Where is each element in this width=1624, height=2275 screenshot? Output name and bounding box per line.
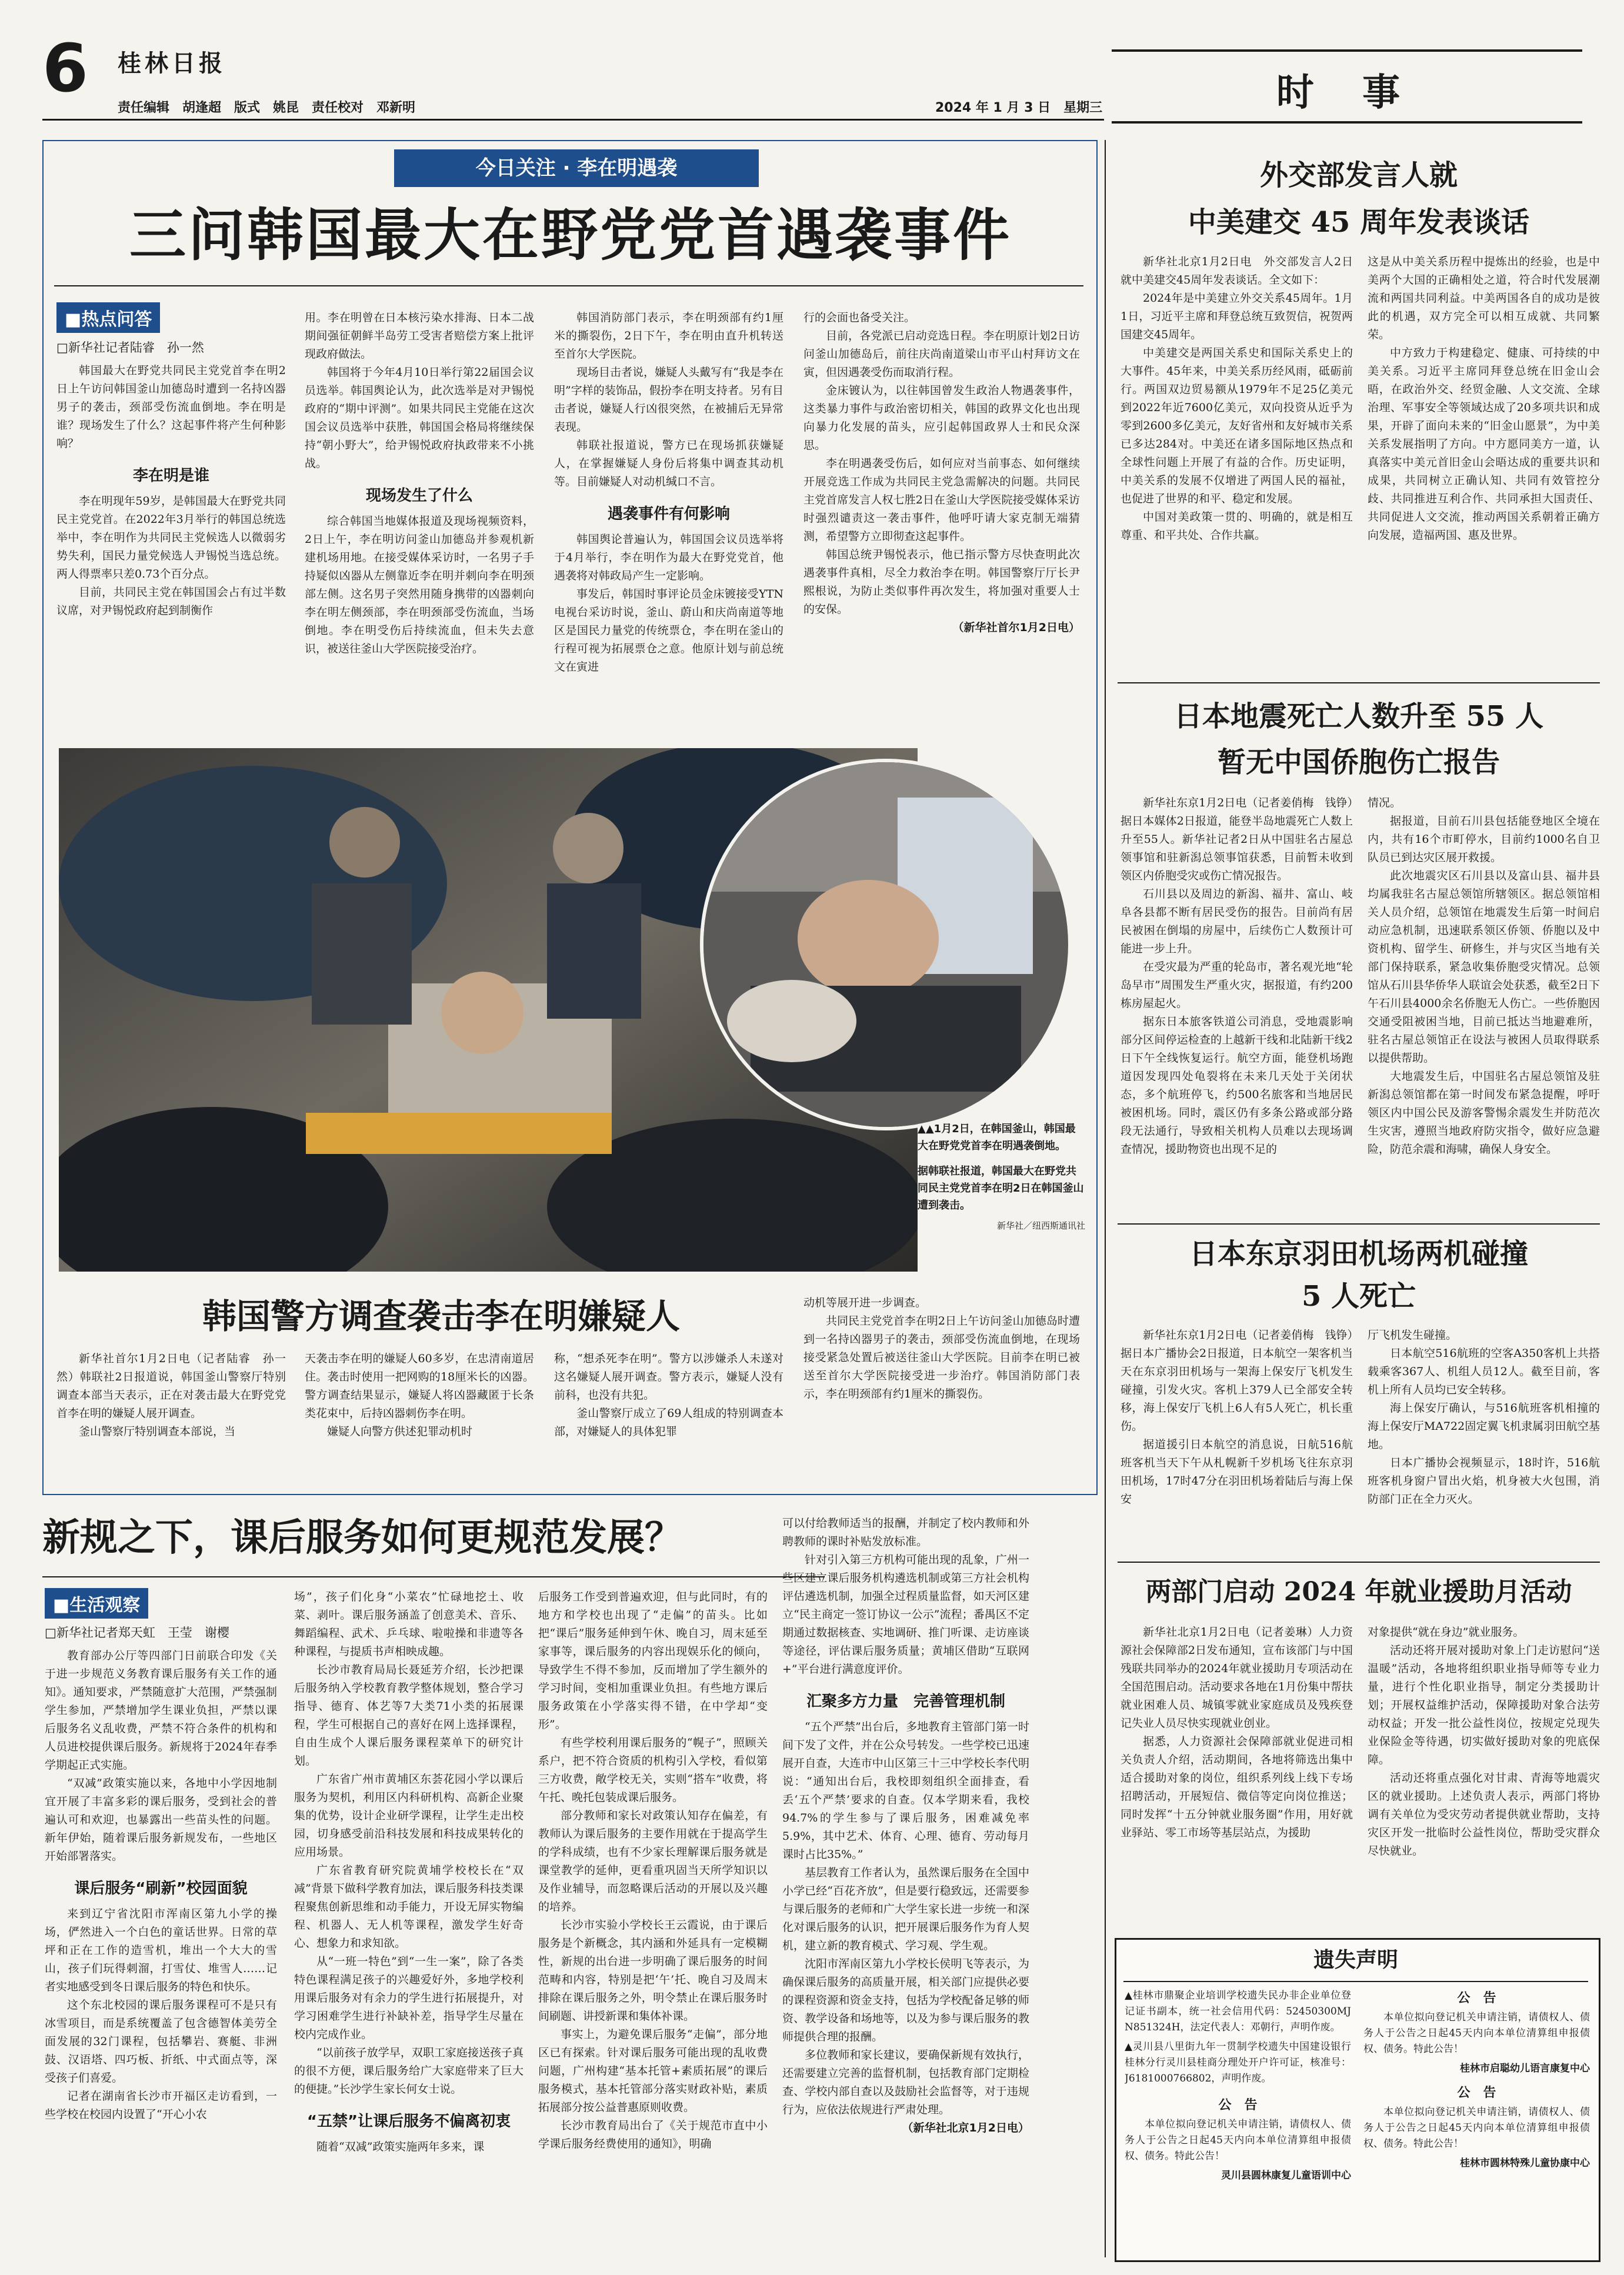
feature-subhead: 遇袭事件有何影响	[607, 505, 730, 523]
feature-col-3	[554, 309, 783, 738]
police-col-2	[305, 1350, 534, 1488]
police-p: 嫌疑人向警方供述犯罪动机时	[327, 1425, 473, 1438]
anniv-col-2	[1368, 253, 1600, 676]
haneda-col-1	[1121, 1326, 1353, 1556]
feature-p: 韩国将于今年4月10日举行第22届国会议员选举。韩国舆论认为，此次选举是对尹锡悦政府的“期中评测”。如果共同民主党能在这次国会议员选举中获胜，韩国国会格局将继续保持“朝小野大”，给尹锡悦政府执政带来不小挑战。	[305, 366, 534, 470]
feature-p: 李在明遇袭受伤后，如何应对当前事态、如何继续开展竞选工作成为共同民主党急需解决的问题。共同民主党首席发言人权七胜2日在釜山大学医院接受媒体采访时强烈谴责这一袭击事件，他呼吁请大家克制无端猜测，希望警方立即彻查这起事件。	[803, 457, 1080, 543]
quake-col-2	[1368, 794, 1600, 1217]
feature-p: 韩国舆论普遍认为，韩国国会议员选举将于4月举行，李在明作为最大在野党党首，他遇袭将对韩政局产生一定影响。	[554, 533, 783, 582]
feature-p: 李在明现年59岁，是韩国最大在野党共同民主党党首。在2022年3月举行的韩国总统选举中，李在明作为共同民主党候选人以微弱劣势失利，国民力量党候选人尹锡悦当选总统。两人得票率只差0.73个百分点。	[56, 495, 286, 581]
photo-inset-image	[703, 762, 1068, 1127]
service-p: 长沙市教育局局长聂延芳介绍，长沙把课后服务纳入学校教育教学整体规划，整合学习指导、德育、体艺等7大类71小类的拓展课程，学生可根据自己的喜好在网上选择课程，自由生成个人课后服务课程菜单下的研究计划。	[294, 1663, 523, 1767]
editors-line: 责任编辑 胡逢超 版式 姚昆 责任校对 邓新明	[118, 101, 416, 115]
service-p: 针对引入第三方机构可能出现的乱象，广州一些区建立课后服务机构遴选机制或第三方社会机构评估遴选机制，加强全过程质量监督，如天河区建立“民主商定一签订协议一公示”流程；番禺区不定期通过数据核查、实地调研、推门听课、走访座谈等途径，评估课后服务质量；黄埔区借助“互联网+”平台进行满意度评价。	[782, 1553, 1029, 1676]
gonggao-title: 公 告	[1457, 1991, 1496, 2006]
right-rule-3	[1118, 1562, 1600, 1563]
anniv-col-1	[1121, 253, 1353, 676]
gonggao-text: 本单位拟向登记机关申请注销，请债权人、债务人于公告之日起45天内向本单位清算组申报债权、债务。特此公告！	[1125, 2119, 1351, 2162]
haneda-p: 新华社东京1月2日电（记者姜俏梅 钱铮）据日本广播协会2日报道，日本航空一架客机当天在东京羽田机场与一架海上保安厅飞机发生碰撞，引发火灾。客机上379人已全部安全转移，海上保安厅飞机上6人有5人死亡，机长重伤。	[1121, 1329, 1353, 1433]
right-col-divider	[1105, 140, 1106, 2257]
service-p: “五个严禁”出台后，多地教育主管部门第一时间下发了文件，并在公众号转发。一些学校已迅速展开自查，大连市中山区第三十三中学校长李代明说：“通知出台后，我校即刻组织全面排查，看丢‘五个严禁’要求的自查。仅本学期来看，我校94.7%的学生参与了课后服务，困难减免率5.9%，其中艺术、体育、心理、德育、劳动每月课时占比35%。”	[782, 1720, 1029, 1861]
service-p: 长沙市教育局出台了《关于规范市直中小学课后服务经费使用的通知》，明确	[538, 2119, 768, 2150]
anniv-p: 新华社北京1月2日电 外交部发言人2日就中美建交45周年发表谈话。全文如下：	[1121, 255, 1353, 286]
haneda-title-2: 5 人死亡	[1301, 1280, 1416, 1313]
news-photo-inset	[700, 759, 1072, 1130]
police-p: 天袭击李在明的嫌疑人60多岁，在忠清南道居住。袭击时使用一把网购的18厘米长的凶器。警方调查结果显示，嫌疑人将凶器藏匿于长条类花束中，后持凶器刺伤李在明。	[305, 1352, 534, 1420]
gonggao-text: 本单位拟向登记机关申请注销，请债权人、债务人于公告之日起45天内向本单位清算组申报债权、债务。特此公告！	[1363, 2106, 1590, 2150]
service-col-1	[45, 1623, 277, 2259]
anniv-title-1: 外交部发言人就	[1259, 159, 1458, 192]
police-p: 新华社首尔1月2日电（记者陆睿 孙一然）韩联社2日报道说，韩国釜山警察厅特别调查本部当天表示，正在对袭击最大在野党党首李在明的嫌疑人展开调查。	[56, 1352, 286, 1420]
service-p: 广东省教育研究院黄埔学校校长在“双减”背景下做科学教育加法，课后服务科技类课程聚焦创新思维和动手能力，开设无屏实物编程、机器人、无人机等课程，激发学生好奇心、想象力和求知欲。	[294, 1864, 523, 1950]
notices-col-1	[1125, 1988, 1351, 2256]
service-p: 广东省广州市黄埔区东荟花园小学以课后服务为契机，利用区内科研机构、高新企业聚集的优势，设计企业研学课程，让学生走出校园，切身感受前沿科技发展和科技成果转化的应用场景。	[294, 1773, 523, 1859]
photo-caption	[918, 1120, 1085, 1235]
feature-col-4	[803, 309, 1080, 738]
feature-col-1	[56, 338, 286, 738]
notices-title-rule	[1123, 1981, 1588, 1982]
header-rule	[42, 119, 1104, 121]
feature-p: 综合韩国当地媒体报道及现场视频资料，2日上午，李在明访问釜山加德岛并参观机新建机场用地。在接受媒体采访时，一名男子手持疑似凶器从左侧靠近李在明并刺向李在明颈部左侧。这名男子突然用随身携带的凶器刺向李在明左侧颈部，李在明颈部受伤流血，当场倒地。李在明受伤后持续流血，但未失去意识，被送往釜山大学医院接受治疗。	[305, 515, 534, 655]
photo-caption-text: ▲▲1月2日，在韩国釜山，韩国最大在野党党首李在明遇袭倒地。	[918, 1123, 1076, 1152]
jobs-p: 活动还将重点强化对甘肃、青海等地震灾区的就业援助。上述负责人表示，两部门将协调有关单位为受灾劳动者提供就业帮助，支持灾区开发一批临时公益性岗位，帮助受灾群众尽快就业。	[1368, 1772, 1600, 1857]
service-subhead: 汇聚多方力量 完善管理机制	[806, 1693, 1005, 1710]
page-number: 6	[42, 31, 88, 107]
quake-col-1	[1121, 794, 1353, 1217]
police-p: 釜山警察厅成立了69人组成的特别调查本部，对嫌疑人的具体犯罪	[554, 1407, 783, 1438]
feature-col-2	[305, 309, 534, 738]
jobs-p: 据悉，人力资源社会保障部就业促进司相关负责人介绍，活动期间，各地将筛选出集中适合援助对象的岗位，组织系列线上线下专场招聘活动，开展短信、微信等定向岗位推送；同时发挥“十五分钟就业服务圈”作用，用好就业驿站、零工市场等基层站点，为援助	[1121, 1735, 1353, 1839]
service-p: 事实上，为避免课后服务“走偏”，部分地区已有探索。针对课后服务可能出现的乱收费问题，广州构建“基本托管+素质拓展”的课后服务模式，基本托管部分落实财政补贴，素质拓展部分按公益普惠原则收费。	[538, 2028, 768, 2114]
paper-name: 桂林日报	[118, 49, 226, 77]
service-p: 场”，孩子们化身“小菜农”忙碌地挖土、收菜、剥叶。课后服务涵盖了创意美术、音乐、舞蹈编程、武术、乒乓球、啦啦操和非遗等各种课程，与提质书声相映成趣。	[294, 1590, 523, 1658]
service-p: 记者在湖南省长沙市开福区走访看到，一些学校在校园内设置了“开心小农	[45, 2090, 277, 2121]
police-p: 动机等展开进一步调查。	[803, 1296, 927, 1309]
haneda-p: 据道援引日本航空的消息说，日航516航班客机当天下午从札幌新千岁机场飞往东京羽田机场，17时47分在羽田机场着陆后与海上保安	[1121, 1438, 1353, 1506]
haneda-title-1: 日本东京羽田机场两机碰撞	[1189, 1237, 1528, 1270]
jobs-p: 新华社北京1月2日电（记者姜琳）人力资源社会保障部2日发布通知，宣布该部门与中国残联共同举办的2024年就业援助月专项活动在全国范围启动。活动要求各地在1月份集中帮扶就业困难人员、城镇零就业家庭成员及残疾登记失业人员尽快实现就业创业。	[1121, 1626, 1353, 1730]
police-col-3	[554, 1350, 783, 1488]
service-col-4	[782, 1515, 1029, 2259]
feature-subhead: 现场发生了什么	[365, 487, 473, 505]
service-rule	[42, 1576, 825, 1577]
service-p: 多位教师和家长建议，要确保新规有效执行，还需要建立完善的监督机制，包括教育部门定期检查、学校内部自查以及鼓励社会监督等，对于违规行为，应依法依规进行严肃处理。	[782, 2049, 1029, 2116]
feature-p: 韩国消防部门表示，李在明颈部有约1厘米的撕裂伤，2日下午，李在明由直升机转送至首尔大学医院。	[554, 311, 783, 361]
quake-title-1: 日本地震死亡人数升至 55 人	[1173, 700, 1544, 733]
police-col-4	[803, 1294, 1080, 1488]
service-p: 部分教师和家长对政策认知存在偏差，有教师认为课后服务的主要作用就在于提高学生的学科成绩，也有不少家长理解课后服务就是课堂教学的延伸，更看重巩固当天所学知识以及作业辅导，而忽略课后活动的开展以及兴趣的培养。	[538, 1809, 768, 1913]
anniv-p: 2024年是中美建立外交关系45周年。1月1日，习近平主席和拜登总统互致贺信，祝贺两国建交45周年。	[1121, 292, 1353, 341]
gonggao-title: 公 告	[1457, 2086, 1496, 2100]
quake-p: 情况。	[1368, 796, 1402, 809]
jobs-col-2	[1368, 1623, 1600, 1929]
haneda-p: 日本航空516航班的空客A350客机上共搭载乘客367人、机组人员12人。截至目前，客机上所有人员均已安全转移。	[1368, 1347, 1600, 1396]
feature-p: 现场目击者说，嫌疑人头戴写有“我是李在明”字样的装饰品，假扮李在明支持者。另有目击者说，嫌疑人行凶很突然，在被捕后无异常表现。	[554, 366, 783, 433]
section-title: 时 事	[1276, 71, 1418, 115]
service-p: “以前孩子放学早，双职工家庭接送孩子真的很不方便，课后服务给广大家庭带来了巨大的便捷。”长沙学生家长何女士说。	[294, 2046, 523, 2096]
gonggao-signer: 桂林市圆林特殊儿童协康中心	[1460, 2157, 1590, 2169]
service-byline: □新华社记者郑天虹 王莹 谢樱	[45, 1626, 229, 1640]
anniv-title-2: 中美建交 45 周年发表谈话	[1188, 206, 1530, 239]
feature-p: 韩国最大在野党共同民主党党首李在明2日上午访问韩国釜山加德岛时遭到一名持凶器男子的袭击，颈部受伤流血倒地。李在明是谁？现场发生了什么？这起事件将产生何种影响？	[56, 364, 286, 450]
quake-p: 据东日本旅客铁道公司消息，受地震影响部分区间停运检查的上越新干线和北陆新干线2日下午全线恢复运行。航空方面，能登机场跑道因发现四处龟裂将在未来几天处于关闭状态，多个航班停飞，约500名旅客和当地居民被困机场。同时，震区仍有多条公路或部分路段无法通行，导致相关机构人员难以去现场调查情况，援助物资也出现不足的	[1121, 1015, 1353, 1156]
service-p: 这个东北校园的课后服务课程可不是只有冰雪项目，而是系统覆盖了包含德智体美劳全面发展的32门课程，包括攀岩、赛艇、非洲鼓、汉语塔、四巧板、折纸、中式面点等，深受孩子们喜爱。	[45, 1999, 277, 2084]
haneda-col-2	[1368, 1326, 1600, 1556]
quake-p: 大地震发生后，中国驻名古屋总领馆及驻新潟总领馆都在第一时间发布紧急提醒，呼吁领区内中国公民及游客警惕余震发生并防范次生灾害，遵照当地政府防灾指令，做好应急避险，防范余震和海啸，确保人身安全。	[1368, 1070, 1600, 1156]
quake-p: 据报道，目前石川县包括能登地区全境在内，共有16个市町停水，目前约1000名自卫队员已到达灾区展开救援。	[1368, 815, 1600, 864]
right-rule-1	[1118, 682, 1600, 683]
quake-p: 石川县以及周边的新潟、福井、富山、岐阜各县都不断有居民受伤的报告。目前尚有居民被困在倒塌的房屋中，后续伤亡人数预计可能进一步上升。	[1121, 888, 1353, 955]
service-p: 随着“双减”政策实施两年多来，课	[316, 2140, 485, 2153]
service-p: 来到辽宁省沈阳市浑南区第九小学的操场，俨然进入一个白色的童话世界。日常的草坪和正在工作的造雪机，堆出一个大大的雪山，孩子们玩得刺溜，打雪仗、堆雪人……记者实地感受到冬日课后服务的特色和快乐。	[45, 1907, 277, 1993]
service-subhead: 课后服务“刷新”校园面貌	[74, 1880, 248, 1897]
lost-notice: ▲灵川县八里街九年一贯制学校遗失中国建设银行桂林分行灵川县桂商分理处开户许可证，核准号：J6181000766802，声明作废。	[1125, 2041, 1351, 2084]
feature-headline: 三问韩国最大在野党党首遇袭事件	[129, 202, 1012, 268]
anniv-p: 中方致力于构建稳定、健康、可持续的中美关系。习近平主席同拜登总统在旧金山会晤，在政治外交、经贸金融、人文交流、全球治理、军事安全等领域达成了20多项共识和成果，开辟了面向未来的“旧金山愿景”，为中美关系发展指明了方向。中方愿同美方一道，认真落实中美元首旧金山会晤达成的重要共识和成果，共同树立正确认知、共同有效管控分歧、共同推进互利合作、共同承担大国责任、共同促进人文交流，推动两国关系朝着正确方向发展，造福两国、惠及世界。	[1368, 346, 1600, 542]
anniv-p: 这是从中美关系历程中提炼出的经验，也是中美两个大国的正确相处之道，符合时代发展潮流和两国共同利益。中美两国各自的成功是彼此的机遇，双方完全可以相互成就、共同繁荣。	[1368, 255, 1600, 341]
lost-notice: ▲桂林市鼎聚企业培训学校遗失民办非企业单位登记证书副本，统一社会信用代码：52450300MJ N851324H，法定代表人：邓朝行，声明作废。	[1125, 1990, 1351, 2033]
jobs-title: 两部门启动 2024 年就业援助月活动	[1145, 1577, 1572, 1607]
feature-p: 韩国总统尹锡悦表示，他已指示警方尽快查明此次遇袭事件真相，尽全力救治李在明。韩国警察厅厅长尹熙根说，为防止类似事件再次发生，将加强对重要人士的安保。	[803, 548, 1080, 616]
gonggao-title: 公 告	[1218, 2098, 1258, 2113]
police-p: 称，“想杀死李在明”。警方以涉嫌杀人未遂对这名嫌疑人展开调查。警方表示，嫌疑人没有前科，也没有共犯。	[554, 1352, 783, 1402]
service-p: 后服务工作受到普遍欢迎，但与此同时，有的地方和学校也出现了“走偏”的苗头。比如把“课后”服务延伸到午休、晚自习，周末延至家事等，课后服务的内容出现娱乐化的倾向，导致学生不得不参加，反而增加了学生额外的学习时间，变相加重课业负担。有些地方课后服务政策在小学落实得不错，在中学却“变形”。	[538, 1590, 768, 1731]
hot-qa-tag: ■热点问答	[56, 302, 160, 333]
feature-subhead: 李在明是谁	[132, 467, 209, 485]
gonggao-signer: 灵川县圆林康复儿童语训中心	[1221, 2170, 1351, 2181]
feature-p: 目前，各党派已启动竞选日程。李在明原计划2日访问釜山加德岛后，前往庆尚南道梁山市平山村拜访文在寅，但因遇袭受伤而取消行程。	[803, 329, 1080, 379]
service-col-3	[538, 1588, 768, 2259]
service-p: “双减”政策实施以来，各地中小学因地制宜开展了丰富多彩的课后服务，受到社会的普遍认可和欢迎，也暴露出一些苗头性的问题。新年伊始，随着课后服务新规发布，一些地区开始部署落实。	[45, 1777, 277, 1863]
quake-p: 此次地震灾区石川县以及富山县、福井县均属我驻名古屋总领馆所辖领区。据总领馆相关人员介绍，总领馆在地震发生后第一时间启动应急机制，迅速联系领区侨领、侨胞以及中资机构、留学生、研修生，并与灾区当地有关部门保持联系，紧急收集侨胞受灾情况。总领馆从石川县华侨华人联谊会处获悉，截至2日下午石川县4000余名侨胞无人伤亡。一些侨胞因交通受阻被困当地，目前已抵达当地避难所，驻名古屋总领馆正在设法与被困人员取得联系以提供帮助。	[1368, 869, 1600, 1065]
anniv-p: 中美建交是两国关系史和国际关系史上的大事件。45年来，中美关系历经风雨，砥砺前行。两国双边贸易额从1979年不足25亿美元到2022年近7600亿美元，双向投资从近乎为零到2600多亿美元，友好省州和友好城市关系已多达284对。中美还在诸多国际地区热点和全球性问题上开展了有益的合作。历史证明，中美关系的发展不仅增进了两国人民的福祉，也促进了世界的和平、稳定和发展。	[1121, 346, 1353, 505]
feature-p: 用。李在明曾在日本核污染水排海、日本二战期间强征朝鲜半岛劳工受害者赔偿方案上批评现政府做法。	[305, 311, 534, 361]
service-headline: 新规之下，课后服务如何更规范发展？	[42, 1516, 682, 1560]
gonggao-text: 本单位拟向登记机关申请注销，请债权人、债务人于公告之日起45天内向本单位清算组申报债权、债务。特此公告！	[1363, 2012, 1590, 2055]
haneda-p: 日本广播协会视频显示，18时许，516航班客机身窗户冒出火焰，机身被大火包围，消防部门正在全力灭火。	[1368, 1456, 1600, 1506]
jobs-p: 活动还将开展对援助对象上门走访慰问“送温暖”活动，各地将组织职业指导师等专业力量，进行个性化职业指导，制定分类援助计划；开展权益维护活动，保障援助对象合法劳动权益；开发一批公益性岗位，按规定兑现失业保险金等待遇，切实做好援助对象的兜底保障。	[1368, 1644, 1600, 1766]
police-headline: 韩国警方调查袭击李在明嫌疑人	[202, 1296, 680, 1336]
feature-source: （新华社首尔1月2日电）	[952, 621, 1080, 634]
right-rule-2	[1118, 1223, 1600, 1225]
feature-p: 目前，共同民主党在韩国国会占有过半数议席，对尹锡悦政府起到制衡作	[56, 586, 286, 617]
photo-caption-text-2: 据韩联社报道，韩国最大在野党共同民主党党首李在明2日在韩国釜山遭到袭击。	[918, 1165, 1084, 1212]
feature-kicker-bar: 今日关注 · 李在明遇袭	[394, 149, 759, 187]
service-subhead: “五禁”让课后服务不偏离初衷	[306, 2113, 511, 2130]
feature-p: 事发后，韩国时事评论员金床镀接受YTN电视台采访时说，釜山、蔚山和庆尚南道等地区是国民力量党的传统票仓，李在明在釜山的行程可视为拓展票仓之意。他原计划与前总统文在寅进	[554, 588, 783, 673]
quake-p: 在受灾最为严重的轮岛市，著名观光地“轮岛早市”周围发生严重火灾，据报道，有约200栋房屋起火。	[1121, 960, 1353, 1010]
haneda-p: 厅飞机发生碰撞。	[1368, 1329, 1458, 1342]
service-p: 可以付给教师适当的报酬，并制定了校内教师和外聘教师的课时补贴发放标准。	[782, 1517, 1029, 1548]
anniv-p: 中国对美政策一贯的、明确的，就是相互尊重、和平共处、合作共赢。	[1121, 511, 1353, 542]
quake-p: 新华社东京1月2日电（记者姜俏梅 钱铮）据日本媒体2日报道，能登半岛地震死亡人数上升至55人。新华社记者2日从中国驻名古屋总领事馆和驻新潟总领事馆获悉，目前暂未收到领区内侨胞受灾或伤亡情况报告。	[1121, 796, 1353, 882]
jobs-p: 对象提供“就在身边”就业服务。	[1368, 1626, 1525, 1639]
notices-col-2	[1363, 1988, 1590, 2256]
notices-title: 遗失声明	[1313, 1948, 1398, 1972]
feature-p: 行的会面也备受关注。	[803, 311, 916, 324]
quake-title-2: 暂无中国侨胞伤亡报告	[1217, 746, 1500, 779]
feature-p: 韩联社报道说，警方已在现场抓获嫌疑人，在掌握嫌疑人身份后将集中调查其动机等。目前嫌疑人对动机缄口不言。	[554, 439, 783, 488]
life-observe-tag: ■生活观察	[45, 1588, 148, 1619]
feature-byline: □新华社记者陆睿 孙一然	[56, 341, 204, 355]
service-p: 基层教育工作者认为，虽然课后服务在全国中小学已经“百花齐放”，但是要行稳致远，还需要参与课后服务的老师和广大学生家长进一步统一和深化对课后服务的认识，把开展课后服务作为育人契机，建立新的教育模式、学习观、学生观。	[782, 1866, 1029, 1952]
photo-credit: 新华社／纽西斯通讯社	[996, 1220, 1085, 1231]
service-source: （新华社北京1月2日电）	[902, 2121, 1029, 2134]
police-col-1	[56, 1350, 286, 1488]
police-p: 釜山警察厅特别调查本部说，当	[79, 1425, 236, 1438]
feature-p: 金床镀认为，以往韩国曾发生政治人物遇袭事件，这类暴力事件与政治密切相关，韩国的政界文化也出现向暴力化发展的苗头，应引起韩国政界人士和民众深思。	[803, 384, 1080, 452]
service-p: 从“一班一特色”到“一生一案”，除了各类特色课程满足孩子的兴趣爱好外，多地学校利用课后服务对有余力的学生进行拓展提升，对学习困难学生进行补缺补差，指导学生尽量在校内完成作业。	[294, 1955, 523, 2041]
haneda-p: 海上保安厅确认，与516航班客机相撞的海上保安厅MA722固定翼飞机隶属羽田航空基地。	[1368, 1402, 1600, 1451]
jobs-col-1	[1121, 1623, 1353, 1929]
service-p: 沈阳市浑南区第九小学校长侯明飞等表示，为确保课后服务的高质量开展，相关部门应提供必要的课程资源和资金支持，包括为学校配备足够的师资、教学设备和场地等，以及为参与课后服务的教师提供合理的报酬。	[782, 1957, 1029, 2043]
feature-rule	[54, 285, 1083, 286]
service-p: 教育部办公厅等四部门日前联合印发《关于进一步规范义务教育课后服务有关工作的通知》。通知要求，严禁随意扩大范围，严禁强制学生参加，严禁增加学生课业负担，严禁以课后服务名义乱收费，严禁不符合条件的机构和人员进校提供课后服务。新规将于2024年春季学期起正式实施。	[45, 1649, 277, 1772]
section-box	[1112, 49, 1582, 124]
date-line: 2024 年 1 月 3 日 星期三	[935, 101, 1103, 115]
service-p: 长沙市实验小学校长王云霞说，由于课后服务是个新概念，其内涵和外延具有一定模糊性，新规的出台进一步明确了课后服务的时间范畴和内容，特别是把‘午’托、晚自习及周末排除在课后服务之外，明令禁止在课后服务时间刷题、讲授新课和集体补课。	[538, 1919, 768, 2023]
service-p: 有些学校利用课后服务的“幌子”，照顾关系户，把不符合资质的机构引入学校，看似第三方收费，敞学校无关，实则“搭车”收费，将午托、晚托包装成课后服务。	[538, 1736, 768, 1804]
service-col-2	[294, 1588, 523, 2259]
gonggao-signer: 桂林市启聪幼儿语言康复中心	[1460, 2063, 1590, 2074]
police-p: 共同民主党党首李在明2日上午访问釜山加德岛时遭到一名持凶器男子的袭击，颈部受伤流血倒地，在现场接受紧急处置后被送往釜山大学医院。目前李在明已被送至首尔大学医院接受进一步治疗。韩国消防部门表示，李在明颈部有约1厘米的撕裂伤。	[803, 1315, 1080, 1400]
